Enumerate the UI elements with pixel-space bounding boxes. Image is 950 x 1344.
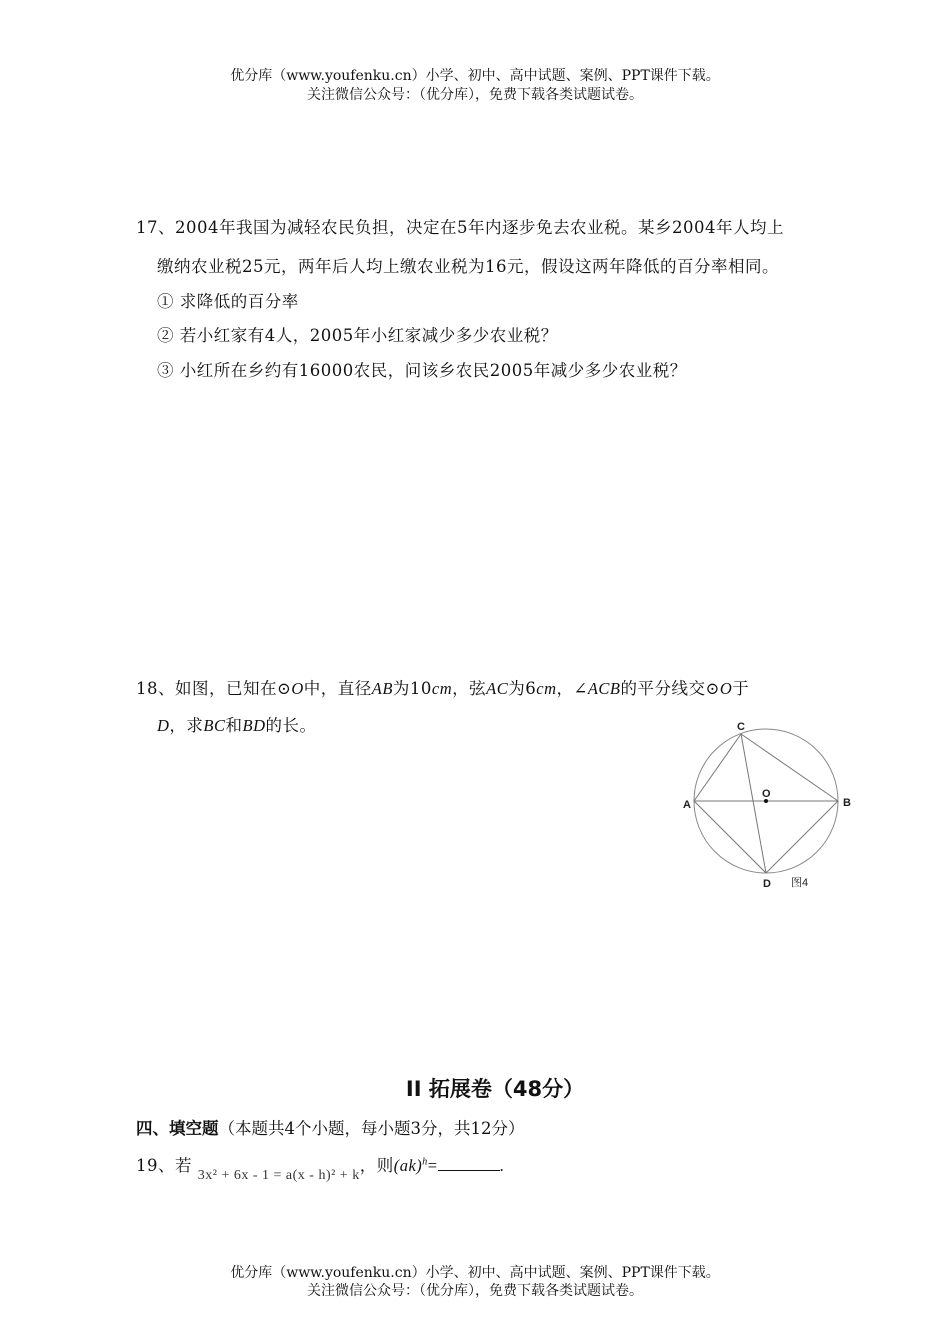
- footer-line-2: 关注微信公众号：（优分库），免费下载各类试题试卷。: [307, 1283, 643, 1299]
- q18-cm: cm: [431, 679, 453, 698]
- q19-then: ，则: [359, 1156, 394, 1175]
- q18-text: ，弦: [452, 679, 487, 698]
- q18-bc: BC: [203, 716, 226, 735]
- label-a: A: [683, 799, 691, 811]
- q17-line-2: 缴纳农业税25元，两年后人均上缴农业税为16元，假设这两年降低的百分率相同。: [157, 257, 779, 276]
- section-title: II 拓展卷（48分）: [405, 1077, 585, 1101]
- q19-equation: 3x² + 6x - 1 = a(x - h)² + k: [197, 1168, 360, 1183]
- q19: [136, 1152, 505, 1183]
- section-4-heading: [136, 1115, 525, 1139]
- header-line-2: 关注微信公众号：（优分库），免费下载各类试题试卷。: [307, 87, 643, 103]
- q17-line-1: 17、2004年我国为减轻农民负担，决定在5年内逐步免去农业税。某乡2004年人均上: [136, 218, 784, 237]
- q18-text: 18、如图，已知在⊙: [136, 679, 292, 698]
- q19-ask: (ak): [393, 1156, 423, 1175]
- q19-equals: =: [427, 1156, 438, 1175]
- q18-o: O: [719, 679, 733, 698]
- q18-text: ，求: [169, 716, 204, 735]
- q19-exp: h: [422, 1156, 428, 1168]
- answer-blank[interactable]: [438, 1156, 500, 1171]
- q18-text: 的长。: [265, 716, 317, 735]
- q18-ab: AB: [371, 679, 393, 698]
- q18-ac: AC: [486, 679, 509, 698]
- q18-acb: ACB: [587, 679, 621, 698]
- q18-cm: cm: [536, 679, 557, 698]
- q17-sub-2: ② 若小红家有4人，2005年小红家减少多少农业税？: [157, 326, 558, 345]
- q18-line-1: [136, 675, 749, 699]
- label-o: O: [762, 788, 771, 800]
- header-line-1: 优分库（www.youfenku.cn）小学、初中、高中试题、案例、PPT课件下载。: [230, 68, 720, 84]
- q19-prefix: 19、若: [136, 1156, 192, 1175]
- label-d: D: [763, 878, 771, 890]
- q17-sub-1: ① 求降低的百分率: [157, 292, 299, 311]
- q18-d: D: [157, 716, 170, 735]
- q17-sub-3: ③ 小红所在乡约有16000农民，问该乡农民2005年减少多少农业税？: [157, 361, 687, 380]
- chord-bd: [766, 801, 838, 873]
- footer-line-1: 优分库（www.youfenku.cn）小学、初中、高中试题、案例、PPT课件下载。: [230, 1265, 720, 1281]
- figure-caption: 图4: [791, 877, 809, 889]
- q18-text: 为10: [392, 679, 432, 698]
- q19-end: .: [499, 1156, 505, 1175]
- q18-text: 中，直径: [303, 679, 372, 698]
- q18-text: 于: [732, 679, 750, 698]
- q18-text: ，∠: [556, 679, 588, 698]
- q18-bd: BD: [242, 716, 266, 735]
- q18-text: 和: [225, 716, 243, 735]
- label-c: C: [737, 721, 745, 733]
- circle-figure: [670, 715, 860, 895]
- label-b: B: [843, 797, 851, 809]
- q18-line-2: [157, 712, 317, 736]
- chord-ac: [694, 734, 741, 801]
- q18-text: 为6: [508, 679, 537, 698]
- section-4-label: 四、填空题: [136, 1119, 219, 1138]
- q18-text: 的平分线交⊙: [620, 679, 720, 698]
- q18-o: O: [291, 679, 304, 698]
- chord-cb: [741, 734, 838, 801]
- section-4-desc: （本题共4个小题，每小题3分，共12分）: [218, 1119, 525, 1138]
